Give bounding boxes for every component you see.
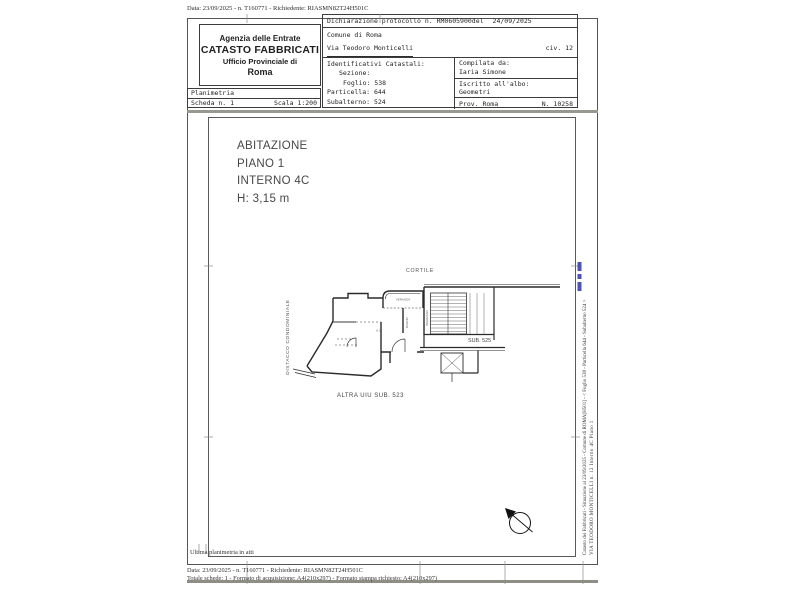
altra-uiu-label: ALTRA UIU SUB. 523 [337,393,404,399]
catasto-title: CATASTO FABBRICATI [200,44,320,56]
signature-mark [578,262,582,291]
albo-label: Iscritto all'albo: [459,79,530,88]
foglio-line: Foglio: 538 [343,78,387,87]
footer-totale-line: Totale schede: 1 - Formato di acquisizione: A4(210x297) - Formato stampa richiesto: A4(210x297) [187,575,437,582]
protocol-date: 24/09/2025 [492,17,532,25]
stairwell [424,285,560,341]
scheda-number: Scheda n. 1 [191,99,235,107]
unit-height: H: 3,15 m [237,192,290,205]
elevator [420,335,505,383]
subalterno-line: Subalterno: 524 [327,97,386,106]
agency-name: Agenzia delle Entrate [219,34,301,43]
albo-number: N. 10258 [541,99,573,108]
protocol-label: Dichiarazione protocollo n. RM0605900del [327,17,484,25]
stair-landing-lines [470,293,484,334]
compilata-label: Compilata da: [459,59,510,67]
north-arrow-icon [505,508,533,534]
office-line: Ufficio Provinciale di [222,57,298,66]
scala-value: Scala 1:200 [273,99,317,107]
street-name: Via Teodoro Monticelli [327,41,413,57]
room-label-2: INGRESSO [425,310,429,326]
door-arcs [347,338,405,352]
side-text-address: VIA TEODORO MONTICELLI n. 12 Interno 4C Piano 1 [590,420,595,555]
unit-floor: PIANO 1 [237,157,285,170]
top-meta-line: Data: 23/09/2025 - n. T160771 - Richiedente: RIASMN82T24H501C [187,5,369,12]
unit-type: ABITAZIONE [237,140,308,152]
planimetria-title: Planimetria [191,89,235,97]
sub-525-label: SUB. 525 [468,338,492,344]
unit-interno: INTERNO 4C [237,175,310,187]
registration-ticks [199,14,583,584]
ultima-planimetria-line: Ultima planimetria in atti [190,549,254,556]
catastali-title: Identificativi Catastali: [327,60,425,68]
civic-number: civ. 12 [545,44,573,52]
prov-label: Prov. Roma [459,99,499,108]
compilata-name: Iaria Simone [459,67,506,76]
cortile-label: CORTILE [406,268,434,274]
side-text-catasto: Catasto dei Fabbricati - Situazione al 23/09/2025 - Comune di ROMA[H501] - < Foglio 538 - Particella 644 - Subalterno 524 > [583,299,588,555]
ac-label: A.C. [376,328,382,333]
sezione-line: Sezione: [339,69,371,78]
footer-data-line: Data: 23/09/2025 - n. T160771 - Richiedente: RIASMN82T24H501C [187,567,363,574]
internal-walls [333,322,381,345]
particella-line: Particella: 644 [327,88,386,97]
albo-value: Geometri [459,88,491,97]
room-label-1: BAGNO [405,317,409,328]
stair-treads [431,297,467,332]
comune-value: Comune di Roma [327,31,382,39]
office-city: Roma [247,67,273,77]
distacco-condominiale-label: DISTACCO CONDOMINIALE [286,299,291,375]
veranda-label: VERANDA [395,297,411,302]
